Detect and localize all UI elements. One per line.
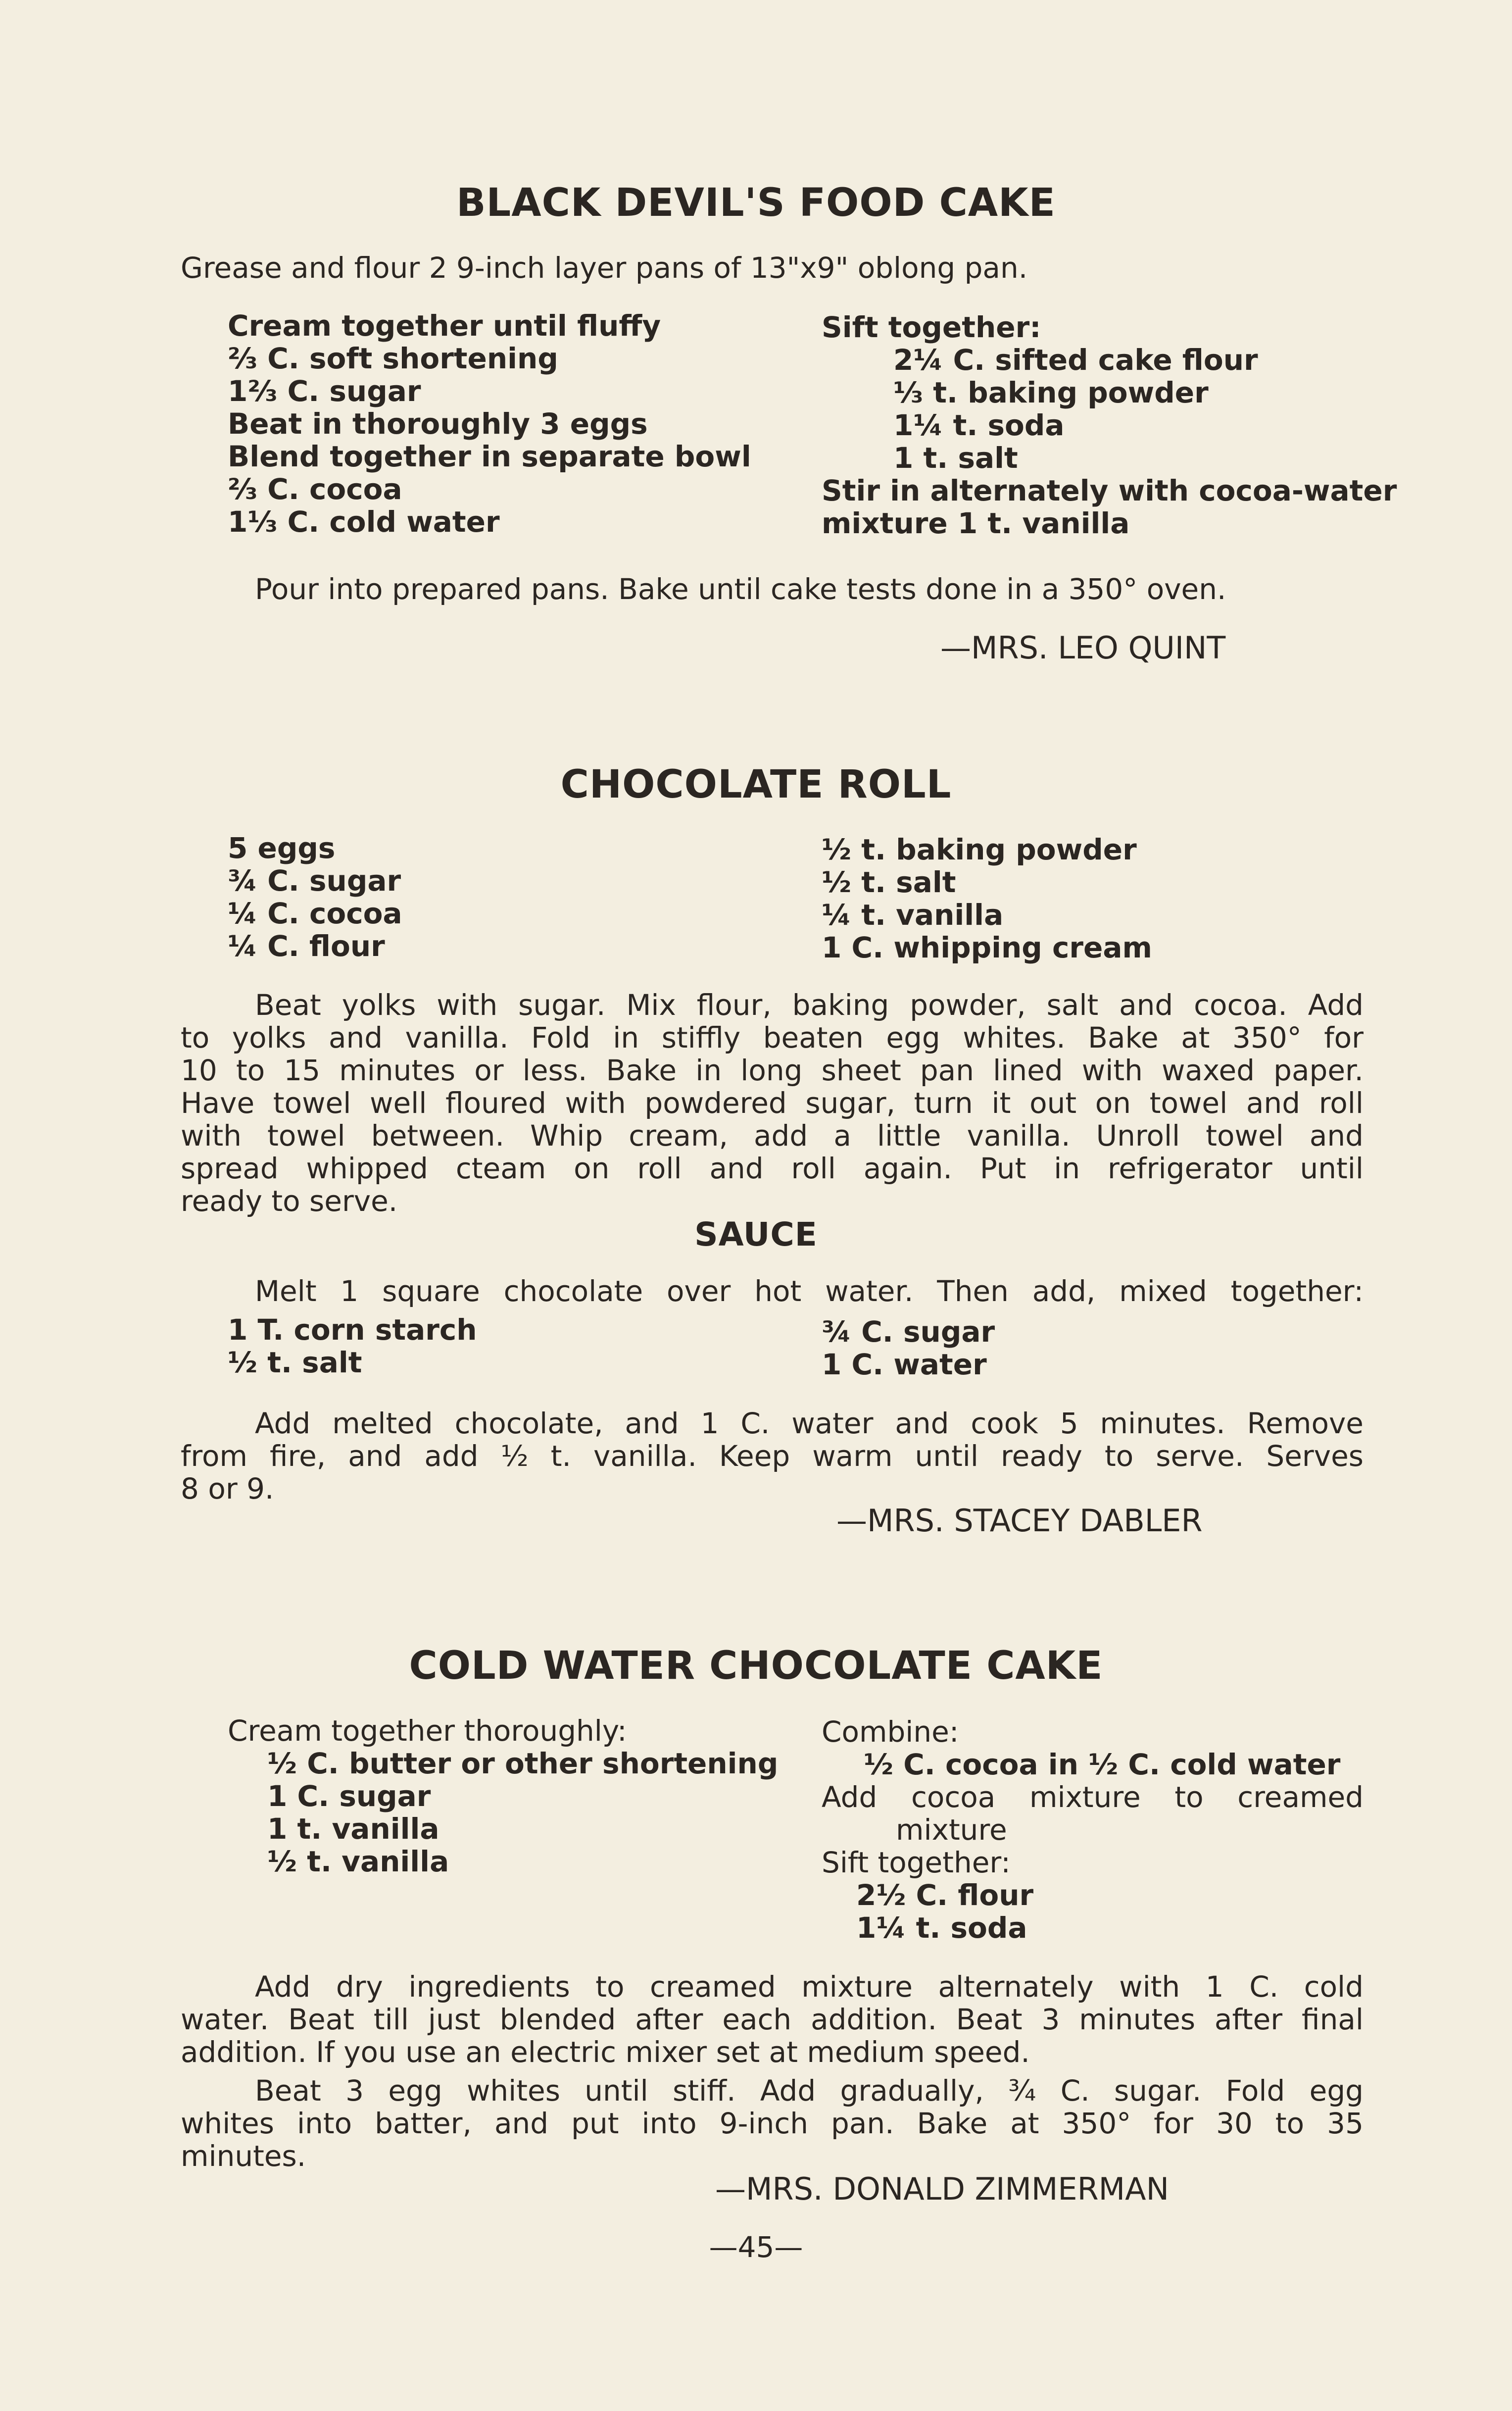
ingredient-line: 1⅓ C. cold water [228,505,500,539]
ingredient-line: 1 C. water [822,1348,987,1381]
ingredient-line: ½ t. vanilla [267,1845,449,1878]
ingredients-left [228,832,402,962]
page-number: —45— [709,2230,803,2264]
text-line: 8 or 9. [181,1472,274,1506]
ingredients-right [822,311,1397,540]
sauce-ingredients-left [228,1313,477,1379]
text-line: Melt 1 square chocolate over hot water. Then add, mixed together: [255,1274,1364,1308]
sauce-ingredients-right [822,1315,995,1381]
ingredient-line: ½ C. butter or other shortening [267,1747,779,1780]
sauce-title: SAUCE [694,1215,818,1254]
text-line: Beat 3 egg whites until stiff. Add gradually, ¾ C. sugar. Fold egg [255,2074,1364,2108]
ingredient-line: 1 t. salt [893,441,1018,475]
text-line: ready to serve. [181,1184,398,1218]
recipe-directions-2 [181,2074,1364,2172]
ingredient-line: Stir in alternately with cocoa-water [822,474,1397,507]
recipe-author: —MRS. LEO QUINT [940,630,1226,666]
text-line: Add dry ingredients to creamed mixture alternately with 1 C. cold [255,1970,1364,2004]
recipe-directions [181,1970,1364,2068]
ingredients-left [228,1714,778,1878]
ingredient-line: Beat in thoroughly 3 eggs [228,407,648,441]
ingredient-line: Blend together in separate bowl [228,440,751,473]
ingredient-line: 1 T. corn starch [228,1313,477,1347]
text-line: whites into batter, and put into 9-inch pan. Bake at 350° for 30 to 35 [181,2107,1364,2140]
ingredient-line: 1¼ t. soda [856,1911,1027,1945]
ingredient-line: mixture [896,1813,1007,1847]
recipe-author: —MRS. DONALD ZIMMERMAN [715,2171,1169,2207]
ingredient-line: ½ t. baking powder [822,833,1137,866]
recipe-title-black-devils-food-cake: BLACK DEVIL'S FOOD CAKE [456,181,1056,225]
ingredient-line: ⅔ C. soft shortening [228,342,558,375]
ingredient-line: 1 C. sugar [267,1779,431,1813]
ingredient-line: ⅓ t. baking powder [893,376,1209,409]
ingredient-line: ¾ C. sugar [822,1315,995,1349]
ingredient-line: Combine: [822,1715,959,1749]
text-line: minutes. [181,2139,306,2173]
recipe-title-cold-water-chocolate-cake: COLD WATER CHOCOLATE CAKE [409,1644,1103,1688]
sauce-intro [255,1275,1364,1307]
text-line: Have towel well floured with powdered sugar, turn it out on towel and roll [181,1086,1364,1120]
ingredient-line: ¾ C. sugar [228,864,401,898]
ingredient-line: ½ t. salt [228,1346,362,1379]
ingredient-line: Add cocoa mixture to creamed [822,1780,1364,1814]
text-line: to yolks and vanilla. Fold in stiffly beaten egg whites. Bake at 350° for [181,1021,1364,1055]
ingredient-line: 2½ C. flour [856,1878,1034,1912]
ingredient-line: ⅔ C. cocoa [228,472,402,506]
ingredient-line: ¼ C. flour [228,929,385,963]
text-line: with towel between. Whip cream, add a little vanilla. Unroll towel and [181,1119,1364,1153]
ingredient-line: 1¼ t. soda [893,408,1065,442]
text-line: from fire, and add ½ t. vanilla. Keep warm until ready to serve. Serves [181,1439,1364,1473]
recipe-instruction: Pour into prepared pans. Bake until cake tests done in a 350° oven. [255,572,1226,606]
ingredient-line: Sift together: [822,310,1041,344]
recipe-intro: Grease and flour 2 9-inch layer pans of 13"x9" oblong pan. [181,251,1028,285]
text-line: spread whipped cteam on roll and roll again. Put in refrigerator until [181,1152,1364,1185]
ingredient-line: 1 t. vanilla [267,1812,439,1846]
text-line: Beat yolks with sugar. Mix flour, baking powder, salt and cocoa. Add [255,988,1364,1022]
text-line: Add melted chocolate, and 1 C. water and cook 5 minutes. Remove [255,1406,1364,1440]
ingredient-line: ¼ C. cocoa [228,897,402,930]
ingredient-line: ¼ t. vanilla [822,898,1004,932]
ingredient-line: 1 C. whipping cream [822,931,1152,964]
recipe-author: —MRS. STACEY DABLER [836,1503,1203,1539]
ingredient-line: Cream together thoroughly: [228,1714,627,1748]
ingredients-left [228,309,751,538]
ingredient-line: Cream together until fluffy [228,309,661,343]
ingredient-line: 5 eggs [228,831,336,865]
ingredients-right [822,833,1152,964]
recipe-title-chocolate-roll: CHOCOLATE ROLL [560,762,952,807]
text-line: water. Beat till just blended after each addition. Beat 3 minutes after final [181,2003,1364,2036]
ingredient-line: mixture 1 t. vanilla [822,506,1130,540]
ingredient-line: ½ C. cocoa in ½ C. cold water [864,1748,1341,1781]
ingredients-right [822,1715,1364,1944]
text-line: addition. If you use an electric mixer set at medium speed. [181,2035,1030,2069]
ingredient-line: ½ t. salt [822,865,956,899]
recipe-directions [181,989,1364,1217]
text-line: 10 to 15 minutes or less. Bake in long sheet pan lined with waxed paper. [181,1054,1364,1087]
ingredient-line: 1⅔ C. sugar [228,374,421,408]
ingredient-line: Sift together: [822,1846,1011,1879]
sauce-directions [181,1407,1364,1505]
ingredient-line: 2¼ C. sifted cake flour [893,343,1258,377]
